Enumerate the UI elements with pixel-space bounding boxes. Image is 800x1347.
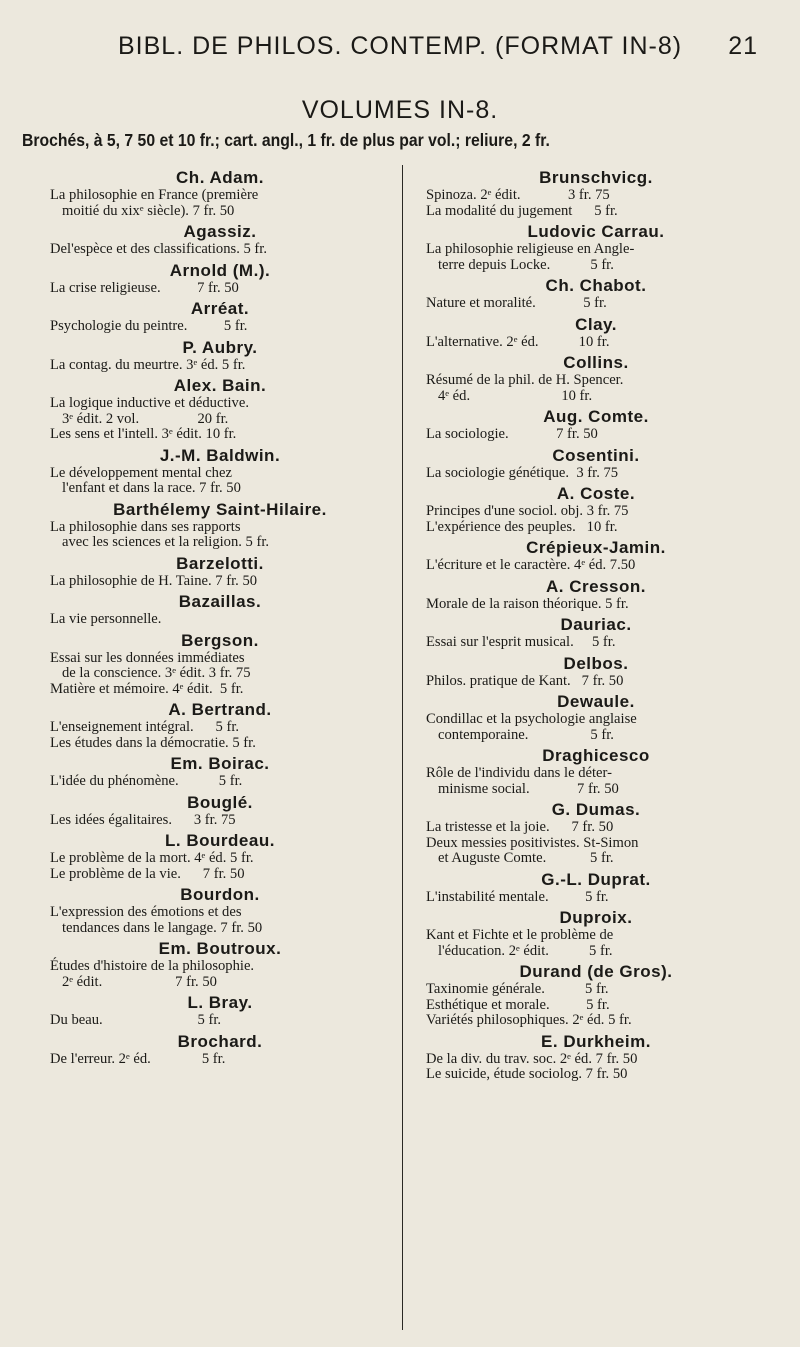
catalog-entry	[50, 337, 390, 374]
author-name: A. Coste.	[556, 484, 636, 503]
title-line: Spinoza. 2ᵉ édit. 3 fr. 75	[426, 187, 610, 203]
title-line: De l'erreur. 2ᵉ éd. 5 fr.	[50, 1050, 226, 1067]
title-line: 2ᵉ édit. 7 fr. 50	[62, 973, 217, 990]
author-name: A. Cresson.	[546, 576, 646, 596]
title-line: l'enfant et dans la race. 7 fr. 50	[62, 480, 241, 496]
catalog-entry	[50, 298, 390, 335]
catalog-entry	[426, 1031, 766, 1083]
author-name: Ludovic Carrau.	[527, 222, 665, 241]
author-name: Ch. Chabot.	[545, 276, 647, 295]
catalog-entry	[50, 830, 390, 882]
title-line: La modalité du jugement 5 fr.	[426, 202, 618, 219]
catalog-entry	[50, 445, 390, 497]
author-name: Aug. Comte.	[543, 407, 649, 426]
catalog-entry	[426, 314, 766, 351]
title-line: La tristesse et la joie. 7 fr. 50	[426, 819, 614, 835]
catalog-entry	[426, 221, 766, 273]
catalog-entry	[50, 221, 390, 258]
catalog-entry	[426, 167, 766, 219]
catalog-entry	[50, 375, 390, 443]
title-line: Condillac et la psychologie anglaise	[426, 711, 637, 727]
author-name: P. Aubry.	[182, 337, 258, 357]
catalog-entry	[426, 745, 766, 797]
title-line: La philosophie religieuse en Angle-	[426, 241, 635, 257]
prices-note: Brochés, à 5, 7 50 et 10 fr.; cart. angl., 1 fr. de plus par vol.; reliure, 2 fr.	[22, 130, 550, 150]
catalog-entry	[426, 907, 766, 959]
catalog-entry	[426, 653, 766, 690]
title-line: L'idée du phénomène. 5 fr.	[50, 773, 243, 789]
catalog-entry	[50, 499, 390, 551]
title-line: Kant et Fichte et le problème de	[426, 927, 614, 943]
author-name: Durand (de Gros).	[519, 962, 673, 981]
title-line: L'écriture et le caractère. 4ᵉ éd. 7.50	[426, 557, 636, 573]
catalog-entry	[426, 614, 766, 651]
title-line: Principes d'une sociol. obj. 3 fr. 75	[426, 503, 629, 519]
author-name: Barthélemy Saint-Hilaire.	[113, 499, 327, 519]
author-name: Arnold (M.).	[169, 260, 271, 280]
title-line: Résumé de la phil. de H. Spencer.	[426, 372, 624, 388]
catalog-entry	[50, 884, 390, 936]
catalog-entry	[426, 799, 766, 867]
title-line: Du beau. 5 fr.	[50, 1012, 222, 1028]
catalog-entry	[50, 753, 390, 790]
catalog-entry	[50, 630, 390, 698]
title-line: et Auguste Comte. 5 fr.	[438, 850, 614, 866]
title-line: l'éducation. 2ᵉ édit. 5 fr.	[438, 942, 613, 959]
title-line: Le problème de la mort. 4ᵉ éd. 5 fr.	[50, 850, 254, 866]
catalog-entry	[50, 591, 390, 628]
author-name: Arréat.	[190, 299, 250, 318]
title-line: Études d'histoire de la philosophie.	[50, 958, 255, 974]
title-line: Les sens et l'intell. 3ᵉ édit. 10 fr.	[50, 426, 237, 442]
title-line: La contag. du meurtre. 3ᵉ éd. 5 fr.	[50, 356, 246, 373]
author-name: Dewaule.	[557, 692, 635, 711]
author-name: G.-L. Duprat.	[541, 869, 651, 889]
catalog-entry	[426, 691, 766, 743]
column-divider	[402, 165, 403, 1330]
title-line: La philosophie de H. Taine. 7 fr. 50	[50, 572, 258, 589]
title-line: La crise religieuse. 7 fr. 50	[50, 279, 239, 296]
author-name: Brunschvicg.	[539, 168, 653, 187]
author-name: L. Bray.	[187, 993, 253, 1012]
title-line: La sociologie. 7 fr. 50	[426, 426, 598, 442]
catalog-entry	[50, 167, 390, 219]
title-line: Deux messies positivistes. St-Simon	[426, 834, 639, 851]
title-line: Essai sur les données immédiates	[50, 649, 245, 666]
title-line: Rôle de l'individu dans le déter-	[426, 765, 612, 781]
author-name: G. Dumas.	[551, 800, 641, 819]
title-line: L'instabilité mentale. 5 fr.	[426, 888, 609, 905]
catalog-entry	[50, 553, 390, 590]
author-name: J.-M. Baldwin.	[159, 445, 281, 465]
title-line: Matière et mémoire. 4ᵉ édit. 5 fr.	[50, 680, 244, 697]
title-line: Essai sur l'esprit musical. 5 fr.	[426, 634, 616, 650]
title-line: minisme social. 7 fr. 50	[438, 780, 619, 797]
catalog-entry	[426, 406, 766, 443]
author-name: Delbos.	[563, 653, 629, 673]
title-line: Esthétique et morale. 5 fr.	[426, 996, 610, 1013]
author-name: L. Bourdeau.	[165, 831, 275, 850]
catalog-entry	[50, 1031, 390, 1068]
author-name: Cosentini.	[552, 445, 640, 465]
author-name: Bourdon.	[180, 885, 260, 904]
catalog-entry	[426, 352, 766, 404]
title-line: La vie personnelle.	[50, 611, 162, 627]
title-line: terre depuis Locke. 5 fr.	[438, 256, 614, 273]
title-line: Variétés philosophiques. 2ᵉ éd. 5 fr.	[426, 1012, 632, 1028]
title-line: La sociologie génétique. 3 fr. 75	[426, 464, 619, 481]
running-title: BIBL. DE PHILOS. CONTEMP. (FORMAT IN-8)	[118, 32, 683, 60]
title-line: L'alternative. 2ᵉ éd. 10 fr.	[426, 333, 610, 350]
title-line: 4ᵉ éd. 10 fr.	[438, 387, 593, 404]
title-line: avec les sciences et la religion. 5 fr.	[62, 534, 270, 550]
title-line: contemporaine. 5 fr.	[438, 726, 614, 743]
title-line: De la div. du trav. soc. 2ᵉ éd. 7 fr. 50	[426, 1050, 638, 1067]
catalog-entry	[426, 445, 766, 482]
author-name: Brochard.	[177, 1031, 263, 1051]
title-line: Morale de la raison théorique. 5 fr.	[426, 595, 629, 612]
title-line: Taxinomie générale. 5 fr.	[426, 981, 609, 997]
title-line: Psychologie du peintre. 5 fr.	[50, 318, 248, 334]
author-name: Bergson.	[181, 630, 259, 650]
author-name: Agassiz.	[183, 222, 257, 241]
catalog-entry	[50, 938, 390, 990]
title-line: Philos. pratique de Kant. 7 fr. 50	[426, 672, 624, 689]
title-line: de la conscience. 3ᵉ édit. 3 fr. 75	[62, 665, 251, 681]
title-line: Del'espèce et des classifications. 5 fr.	[50, 241, 267, 257]
title-line: La philosophie en France (première	[50, 187, 259, 203]
running-header	[0, 32, 800, 72]
title-line: Le suicide, étude sociolog. 7 fr. 50	[426, 1066, 628, 1082]
title-line: Les idées égalitaires. 3 fr. 75	[50, 811, 236, 828]
catalog-entry	[50, 792, 390, 829]
catalog-entry	[50, 992, 390, 1029]
author-name: Crépieux-Jamin.	[526, 538, 666, 557]
catalog-entry	[426, 869, 766, 906]
author-name: Alex. Bain.	[173, 376, 267, 395]
title-line: tendances dans le langage. 7 fr. 50	[62, 919, 263, 936]
catalog-entry	[50, 260, 390, 297]
catalog-entry	[426, 483, 766, 535]
catalog-entry	[426, 961, 766, 1029]
title-line: moitié du xixᵉ siècle). 7 fr. 50	[62, 202, 235, 219]
title-line: Le développement mental chez	[50, 464, 232, 481]
author-name: Duproix.	[559, 908, 633, 927]
title-line: Les études dans la démocratie. 5 fr.	[50, 734, 256, 751]
left-column	[50, 167, 390, 1069]
title-line: Nature et moralité. 5 fr.	[426, 295, 607, 311]
author-name: Bazaillas.	[178, 592, 262, 611]
title-line: Le problème de la vie. 7 fr. 50	[50, 865, 245, 882]
title-line: L'enseignement intégral. 5 fr.	[50, 719, 240, 735]
section-title: VOLUMES IN-8.	[301, 96, 499, 124]
author-name: E. Durkheim.	[541, 1031, 651, 1051]
author-name: Draghicesco	[542, 746, 650, 765]
author-name: Clay.	[575, 314, 617, 334]
author-name: Barzelotti.	[176, 553, 264, 573]
author-name: Dauriac.	[560, 615, 632, 634]
title-line: La logique inductive et déductive.	[50, 395, 249, 411]
author-name: A. Bertrand.	[168, 700, 272, 719]
page-number: 21	[728, 32, 758, 60]
title-line: 3ᵉ édit. 2 vol. 20 fr.	[62, 410, 229, 427]
right-column	[426, 167, 766, 1085]
title-line: La philosophie dans ses rapports	[50, 518, 241, 535]
catalog-entry	[50, 699, 390, 751]
title-line: L'expérience des peuples. 10 fr.	[426, 518, 618, 535]
author-name: Em. Boutroux.	[158, 939, 282, 958]
catalog-entry	[426, 537, 766, 574]
author-name: Collins.	[563, 353, 629, 372]
catalog-entry	[426, 576, 766, 613]
author-name: Ch. Adam.	[176, 168, 264, 187]
catalog-entry	[426, 275, 766, 312]
author-name: Bouglé.	[187, 792, 253, 812]
title-line: L'expression des émotions et des	[50, 904, 242, 920]
author-name: Em. Boirac.	[170, 754, 270, 773]
